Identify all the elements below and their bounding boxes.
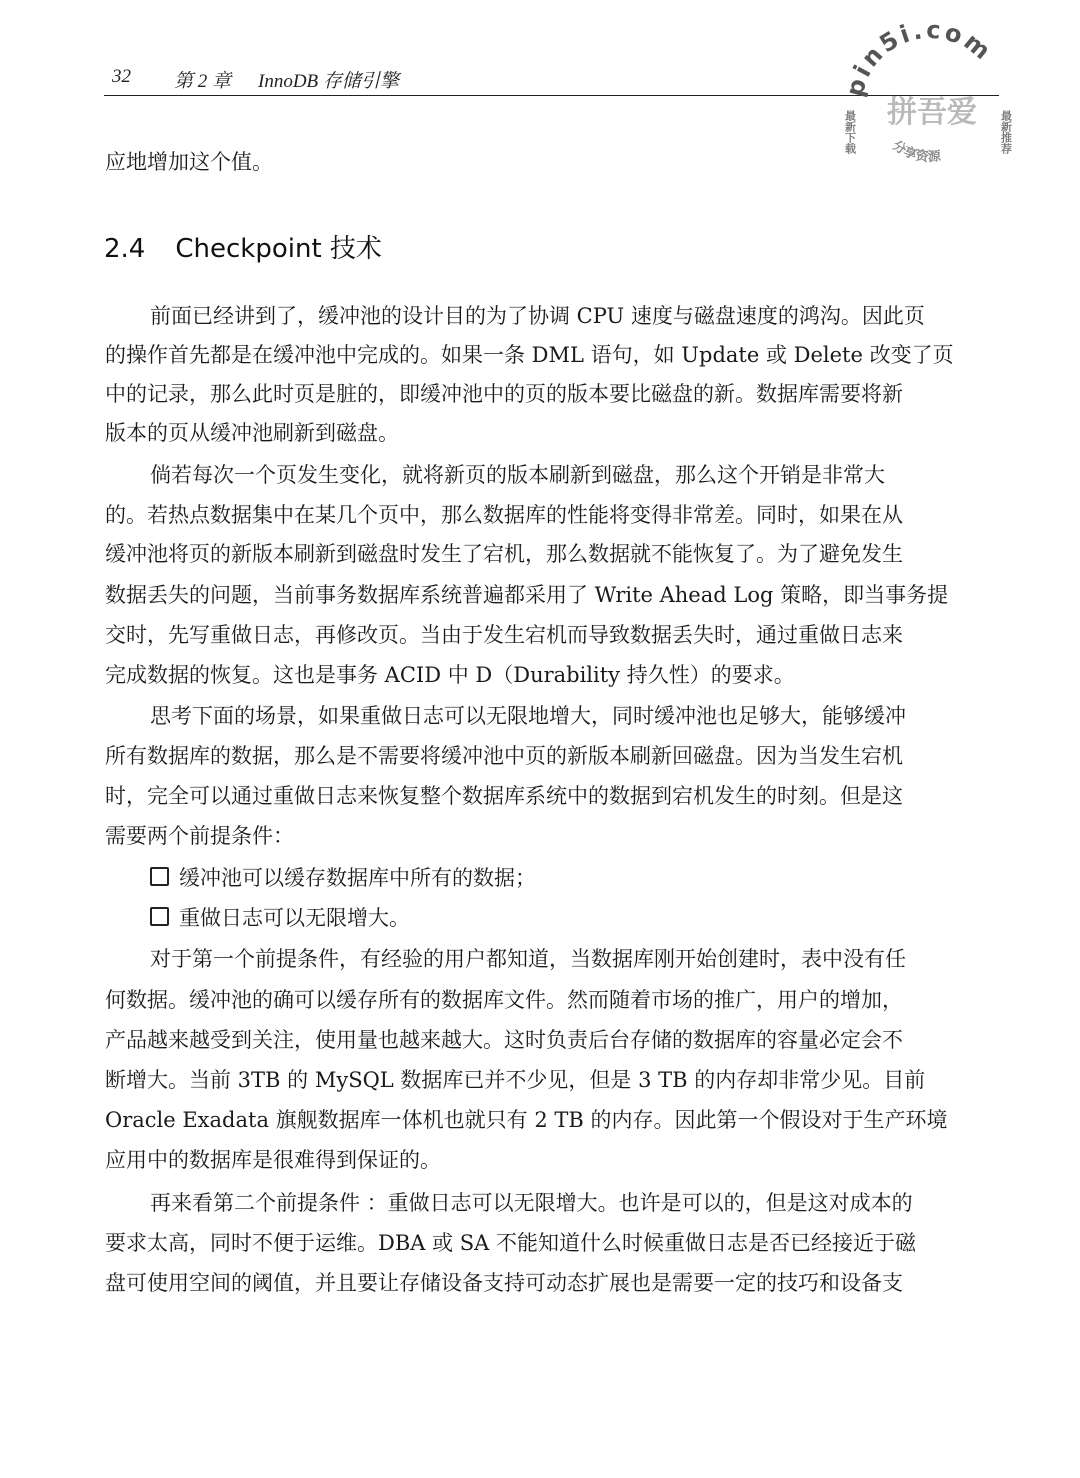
- watermark-brand: 拼吾爱: [887, 95, 977, 130]
- paragraph-line: 思考下面的场景，如果重做日志可以无限地增大，同时缓冲池也足够大，能够缓冲: [150, 704, 906, 728]
- paragraph-line: 中的记录，那么此时页是脏的，即缓冲池中的页的版本要比磁盘的新。数据库需要将新: [105, 382, 903, 406]
- section-number: 2.4: [104, 234, 146, 264]
- section-heading: [104, 228, 382, 265]
- paragraph-line: 何数据。缓冲池的确可以缓存所有的数据库文件。然而随着市场的推广，用户的增加，: [105, 988, 903, 1012]
- paragraph-line: 版本的页从缓冲池刷新到磁盘。: [105, 421, 399, 445]
- bullet-text: 重做日志可以无限增大。: [179, 906, 410, 930]
- paragraph-line: Oracle Exadata 旗舰数据库一体机也就只有 2 TB 的内存。因此第一个假设对于生产环境: [105, 1108, 948, 1132]
- paragraph-line: 的。若热点数据集中在某几个页中，那么数据库的性能将变得非常差。同时，如果在从: [105, 503, 903, 527]
- paragraph-line: 产品越来越受到关注，使用量也越来越大。这时负责后台存储的数据库的容量必定会不: [105, 1028, 903, 1052]
- paragraph-line: 数据丢失的问题，当前事务数据库系统普遍都采用了 Write Ahead Log 策略，即当事务提: [105, 583, 949, 607]
- paragraph-line: 交时，先写重做日志，再修改页。当由于发生宕机而导致数据丢失时，通过重做日志来: [105, 623, 903, 647]
- chapter-title: InnoDB 存储引擎: [258, 71, 399, 92]
- watermark-right-text: 最新推荐: [999, 110, 1013, 154]
- bullet-item: [150, 862, 536, 892]
- paragraph-line: 对于第一个前提条件，有经验的用户都知道，当数据库刚开始创建时，表中没有任: [150, 947, 906, 971]
- checkbox-icon: [150, 867, 169, 886]
- intro-line: 应地增加这个值。: [105, 150, 273, 174]
- paragraph-line: 时，完全可以通过重做日志来恢复整个数据库系统中的数据到宕机发生的时刻。但是这: [105, 784, 903, 808]
- paragraph-line: 断增大。当前 3TB 的 MySQL 数据库已并不少见，但是 3 TB 的内存却非常少见。目前: [105, 1068, 926, 1092]
- paragraph-line: 前面已经讲到了，缓冲池的设计目的为了协调 CPU 速度与磁盘速度的鸿沟。因此页: [150, 304, 925, 328]
- section-title: Checkpoint 技术: [175, 234, 382, 264]
- watermark-left-text: 最新下载: [843, 110, 857, 154]
- paragraph-line: 缓冲池将页的新版本刷新到磁盘时发生了宕机，那么数据就不能恢复了。为了避免发生: [105, 542, 903, 566]
- bullet-text: 缓冲池可以缓存数据库中所有的数据；: [179, 866, 536, 890]
- paragraph-line: 完成数据的恢复。这也是事务 ACID 中 D（Durability 持久性）的要求。: [105, 663, 795, 687]
- paragraph-line: 倘若每次一个页发生变化，就将新页的版本刷新到磁盘，那么这个开销是非常大: [150, 463, 885, 487]
- bullet-item: [150, 902, 410, 932]
- watermark-stamp: [840, 14, 1020, 184]
- paragraph-line: 要求太高，同时不便于运维。DBA 或 SA 不能知道什么时候重做日志是否已经接近于磁: [105, 1231, 917, 1255]
- watermark-bottom-text: 分享资源: [889, 138, 942, 166]
- chapter-label: 第 2 章: [174, 71, 232, 92]
- watermark-url: pin5i.com: [840, 15, 998, 100]
- paragraph-line: 需要两个前提条件：: [105, 824, 294, 848]
- paragraph-line: 所有数据库的数据，那么是不需要将缓冲池中页的新版本刷新回磁盘。因为当发生宕机: [105, 744, 903, 768]
- checkbox-icon: [150, 907, 169, 926]
- paragraph-line: 盘可使用空间的阈值，并且要让存储设备支持可动态扩展也是需要一定的技巧和设备支: [105, 1271, 903, 1295]
- paragraph-line: 的操作首先都是在缓冲池中完成的。如果一条 DML 语句，如 Update 或 Delete 改变了页: [105, 343, 954, 367]
- page-number: 32: [112, 66, 131, 87]
- paragraph-line: 再来看第二个前提条件 ：重做日志可以无限增大。也许是可以的，但是这对成本的: [150, 1191, 913, 1215]
- paragraph-line: 应用中的数据库是很难得到保证的。: [105, 1148, 441, 1172]
